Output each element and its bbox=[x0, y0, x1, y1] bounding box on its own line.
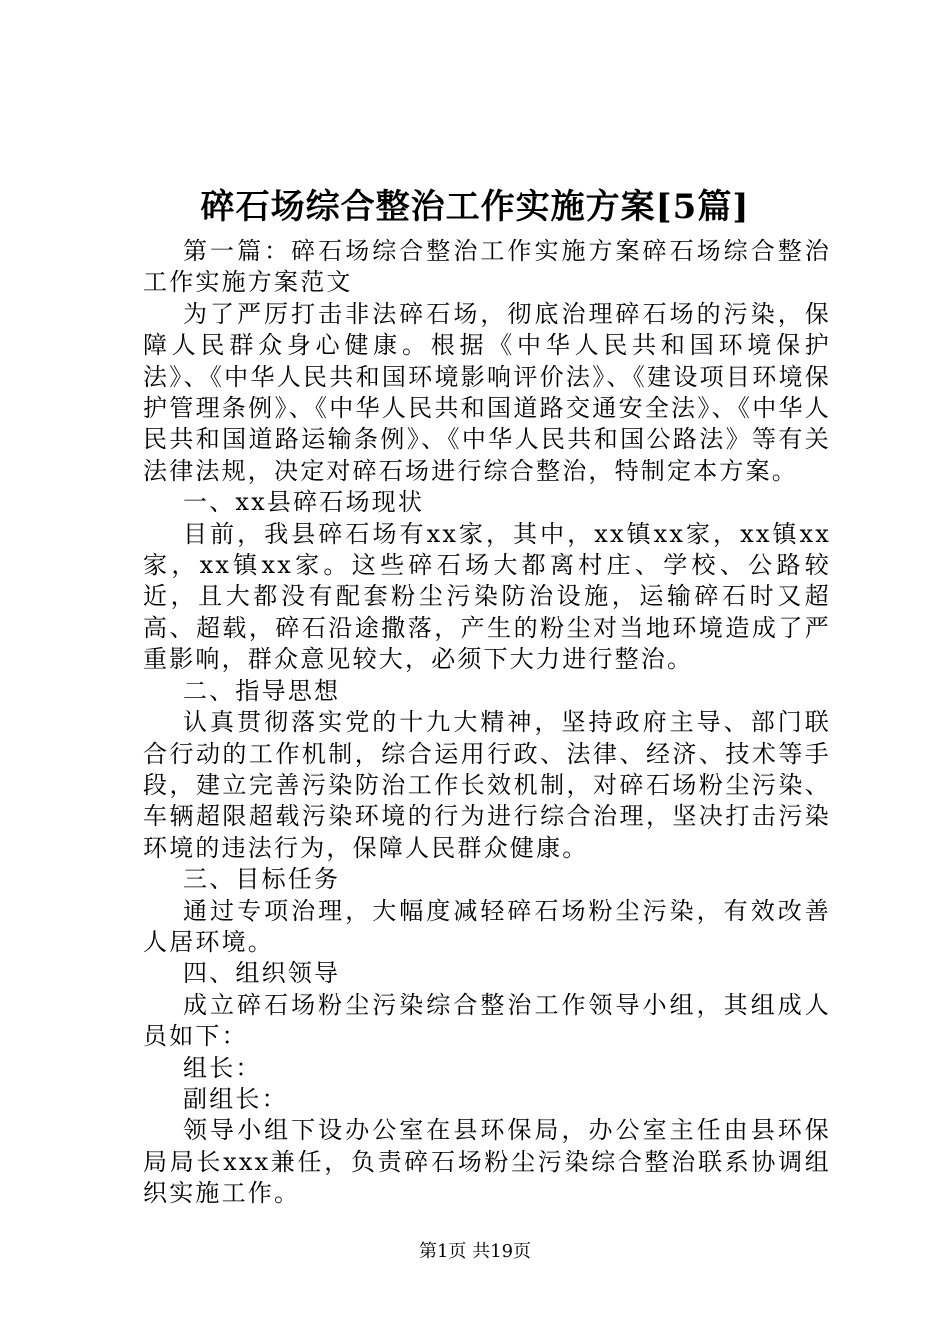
paragraph: 成立碎石场粉尘污染综合整治工作领导小组，其组成人员如下： bbox=[143, 990, 831, 1051]
section-heading: 一、xx县碎石场现状 bbox=[183, 488, 425, 517]
paragraph: 领导小组下设办公室在县环保局，办公室主任由县环保局局长xxx兼任，负责碎石场粉尘污染综合整治联系协调组织实施工作。 bbox=[143, 1116, 831, 1208]
paragraph: 目前，我县碎石场有xx家，其中，xx镇xx家，xx镇xx家，xx镇xx家。这些碎石场大都离村庄、学校、公路较近，且大都没有配套粉尘污染防治设施，运输碎石时又超高、超载，碎石沿途撒落，产生的粉尘对当地环境造成了严重影响，群众意见较大，必须下大力进行整治。 bbox=[143, 519, 831, 674]
paragraph: 组长： bbox=[183, 1053, 262, 1082]
section-heading: 三、目标任务 bbox=[183, 865, 341, 894]
paragraph: 为了严厉打击非法碎石场，彻底治理碎石场的污染，保障人民群众身心健康。根据《中华人民共和国环境保护法》、《中华人民共和国环境影响评价法》、《建设项目环境保护管理条例》、《中华人民共和国道路交通安全法》、《中华人民共和国道路运输条例》、《中华人民共和国公路法》等有关法律法规，决定对碎石场进行综合整治，特制定本方案。 bbox=[143, 299, 831, 485]
paragraph: 第一篇：碎石场综合整治工作实施方案碎石场综合整治工作实施方案范文 bbox=[143, 237, 831, 297]
section-heading: 二、指导思想 bbox=[183, 676, 341, 705]
paragraph: 副组长： bbox=[183, 1084, 288, 1113]
paragraph: 认真贯彻落实党的十九大精神，坚持政府主导、部门联合行动的工作机制，综合运用行政、法律、经济、技术等手段，建立完善污染防治工作长效机制，对碎石场粉尘污染、车辆超限超载污染环境的行为进行综合治理，坚决打击污染环境的违法行为，保障人民群众健康。 bbox=[143, 708, 831, 862]
document-body bbox=[143, 236, 831, 1210]
paragraph: 通过专项治理，大幅度减轻碎石场粉尘污染，有效改善人居环境。 bbox=[143, 896, 831, 956]
page-number-footer: 第1页 共19页 bbox=[418, 1241, 532, 1262]
section-heading: 四、组织领导 bbox=[183, 959, 341, 988]
document-title: 碎石场综合整治工作实施方案[5篇] bbox=[200, 187, 750, 227]
